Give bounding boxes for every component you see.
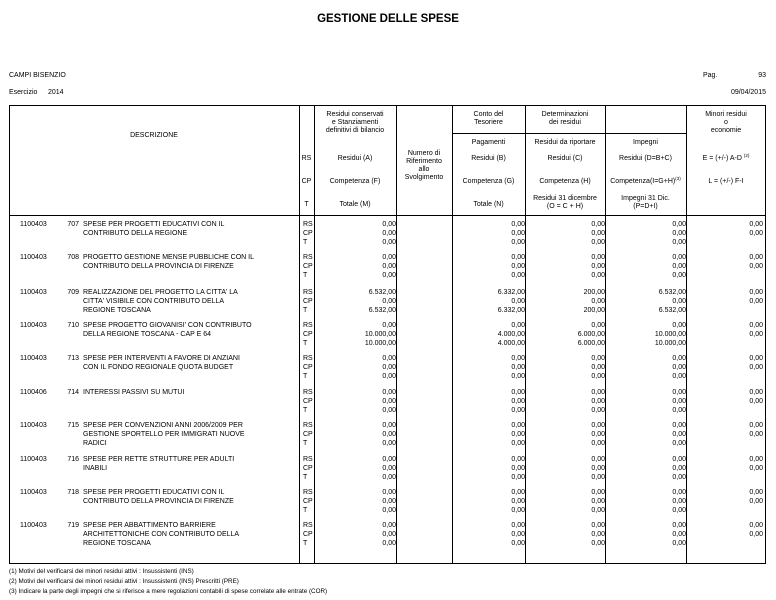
row-description: REGIONE TOSCANA <box>83 306 151 314</box>
i-footnote-ref: (3) <box>675 176 681 181</box>
amount-d: 0,00 <box>672 322 686 329</box>
header-minori-residui <box>686 111 766 135</box>
amount-a: 0,00 <box>382 406 396 414</box>
amount-d: 0,00 <box>672 539 686 547</box>
row-description: PROGETTO GESTIONE MENSE PUBBLICHE CON IL <box>83 254 255 261</box>
amount-d: 6.532,00 <box>658 306 686 314</box>
amount-b: 6.332,00 <box>497 289 525 296</box>
amount-c: 0,00 <box>591 372 605 380</box>
amount-a: 0,00 <box>382 262 396 270</box>
amount-c: 0,00 <box>591 322 605 329</box>
amount-b: 0,00 <box>511 464 525 472</box>
amount-e: 0,00 <box>749 262 763 270</box>
amount-c: 0,00 <box>591 221 605 228</box>
header-numero-riferimento <box>397 150 451 182</box>
amount-d: 0,00 <box>672 221 686 228</box>
header-line: Conto del <box>473 111 504 118</box>
row-type-label: RS <box>303 489 313 496</box>
amount-d: 0,00 <box>672 238 686 246</box>
grid-line-v <box>686 105 687 564</box>
amount-b: 0,00 <box>511 229 525 237</box>
header-conto-tesoriere <box>452 111 525 127</box>
row-description: INABILI <box>83 464 108 472</box>
row-number: 716 <box>67 456 79 463</box>
row-type-label: T <box>303 271 308 279</box>
row-description: SPESE PER RETTE STRUTTURE PER ADULTI <box>83 456 235 463</box>
amount-a: 0,00 <box>382 271 396 279</box>
header-l-formula: L = (+/-) F-I <box>708 178 744 185</box>
grid-line-h <box>9 215 766 216</box>
e-formula-text: E = (+/-) A-D <box>702 155 742 162</box>
header-residui-riportare: Residui da riportare <box>534 139 596 146</box>
header-cp: CP <box>301 178 312 185</box>
header-line: Determinazioni <box>541 111 589 118</box>
esercizio-label: Esercizio <box>9 89 38 96</box>
row-number: 707 <box>67 221 79 228</box>
row-description: CONTRIBUTO DELLA REGIONE <box>83 229 188 237</box>
row-description: INTERESSI PASSIVI SU MUTUI <box>83 389 185 396</box>
amount-e: 0,00 <box>749 430 763 438</box>
header-line: allo <box>418 166 430 173</box>
amount-c: 0,00 <box>591 473 605 481</box>
header-line: dei residui <box>549 119 581 126</box>
row-description: SPESE PROGETTO GIOVANISI' CON CONTRIBUTO <box>83 322 252 329</box>
row-description: GESTIONE SPORTELLO PER IMMIGRATI NUOVE <box>83 430 245 438</box>
amount-b: 0,00 <box>511 355 525 362</box>
header-competenza-f: Competenza (F) <box>329 178 381 185</box>
amount-d: 0,00 <box>672 297 686 305</box>
amount-c: 0,00 <box>591 238 605 246</box>
amount-d: 0,00 <box>672 530 686 538</box>
amount-a: 0,00 <box>382 238 396 246</box>
amount-c: 0,00 <box>591 363 605 371</box>
row-code: 1100403 <box>20 254 47 261</box>
header-line: e Stanziamenti <box>331 119 379 126</box>
row-type-label: CP <box>303 363 313 371</box>
amount-d: 0,00 <box>672 355 686 362</box>
row-number: 715 <box>67 422 79 429</box>
header-residui-b: Residui (B) <box>471 155 506 162</box>
amount-a: 0,00 <box>382 221 396 228</box>
amount-b: 6.332,00 <box>497 306 525 314</box>
row-code: 1100403 <box>20 322 47 329</box>
e-footnote-ref: (2) <box>743 153 750 158</box>
amount-b: 0,00 <box>511 406 525 414</box>
amount-b: 0,00 <box>511 254 525 261</box>
amount-e: 0,00 <box>749 397 763 405</box>
amount-c: 0,00 <box>591 506 605 514</box>
amount-b: 0,00 <box>511 322 525 329</box>
amount-a: 0,00 <box>382 539 396 547</box>
row-type-label: T <box>303 406 308 414</box>
amount-d: 0,00 <box>672 430 686 438</box>
amount-e: 0,00 <box>749 497 763 505</box>
grid-line-v <box>314 105 315 564</box>
amount-a: 0,00 <box>382 430 396 438</box>
amount-b: 0,00 <box>511 456 525 463</box>
amount-b: 0,00 <box>511 221 525 228</box>
amount-b: 0,00 <box>511 372 525 380</box>
grid-line-v <box>525 105 526 564</box>
amount-d: 0,00 <box>672 489 686 496</box>
amount-b: 0,00 <box>511 430 525 438</box>
header-t: T <box>304 201 309 208</box>
grid-line-v <box>452 105 453 564</box>
amount-e: 0,00 <box>749 464 763 472</box>
amount-a: 0,00 <box>382 439 396 447</box>
row-description: CONTRIBUTO DELLA PROVINCIA DI FIRENZE <box>83 262 234 270</box>
amount-e: 0,00 <box>749 289 763 296</box>
amount-a: 0,00 <box>382 530 396 538</box>
amount-a: 6.532,00 <box>368 306 396 314</box>
amount-e: 0,00 <box>749 322 763 329</box>
amount-d: 0,00 <box>672 389 686 396</box>
row-type-label: CP <box>303 229 313 237</box>
amount-a: 6.532,00 <box>368 289 396 296</box>
row-code: 1100406 <box>20 389 47 396</box>
header-line: Tesoriere <box>474 119 503 126</box>
header-totale-n: Totale (N) <box>473 201 504 208</box>
row-description: REGIONE TOSCANA <box>83 539 151 547</box>
row-code: 1100403 <box>20 289 47 296</box>
amount-b: 0,00 <box>511 271 525 279</box>
amount-a: 0,00 <box>382 522 396 529</box>
header-determinazioni <box>525 111 605 127</box>
amount-a: 0,00 <box>382 389 396 396</box>
header-line: Riferimento <box>406 158 442 165</box>
amount-a: 0,00 <box>382 322 396 329</box>
amount-d: 0,00 <box>672 506 686 514</box>
amount-e: 0,00 <box>749 522 763 529</box>
header-line: Numero di <box>407 150 441 157</box>
amount-d: 0,00 <box>672 363 686 371</box>
header-line: o <box>724 119 728 126</box>
row-type-label: CP <box>303 297 313 305</box>
header-line: Residui conservati <box>326 111 384 118</box>
amount-e: 0,00 <box>749 330 763 338</box>
row-description: REALIZZAZIONE DEL PROGETTO LA CITTA' LA <box>83 289 238 296</box>
amount-c: 0,00 <box>591 397 605 405</box>
amount-a: 0,00 <box>382 489 396 496</box>
row-description: SPESE PER INTERVENTI A FAVORE DI ANZIANI <box>83 355 240 362</box>
amount-d: 6.532,00 <box>658 289 686 296</box>
amount-b: 4.000,00 <box>497 330 525 338</box>
row-number: 719 <box>67 522 79 529</box>
amount-d: 0,00 <box>672 372 686 380</box>
grid-line-v <box>299 105 300 564</box>
page-title: GESTIONE DELLE SPESE <box>317 13 459 25</box>
row-description: RADICI <box>83 439 107 447</box>
amount-c: 0,00 <box>591 355 605 362</box>
amount-c: 0,00 <box>591 422 605 429</box>
amount-a: 10.000,00 <box>364 330 396 338</box>
amount-b: 4.000,00 <box>497 339 525 347</box>
amount-d: 0,00 <box>672 439 686 447</box>
amount-a: 0,00 <box>382 456 396 463</box>
row-number: 718 <box>67 489 79 496</box>
amount-d: 0,00 <box>672 456 686 463</box>
header-line: (P=D+I) <box>633 203 658 210</box>
amount-b: 0,00 <box>511 389 525 396</box>
amount-d: 0,00 <box>672 522 686 529</box>
row-type-label: CP <box>303 430 313 438</box>
amount-c: 0,00 <box>591 456 605 463</box>
row-type-label: CP <box>303 262 313 270</box>
row-type-label: T <box>303 439 308 447</box>
amount-c: 0,00 <box>591 229 605 237</box>
amount-a: 0,00 <box>382 372 396 380</box>
amount-c: 0,00 <box>591 254 605 261</box>
amount-d: 0,00 <box>672 271 686 279</box>
row-number: 714 <box>67 389 79 396</box>
amount-c: 0,00 <box>591 522 605 529</box>
amount-c: 6.000,00 <box>577 339 605 347</box>
amount-b: 0,00 <box>511 363 525 371</box>
esercizio-year: 2014 <box>48 89 64 96</box>
amount-e: 0,00 <box>749 254 763 261</box>
amount-c: 0,00 <box>591 297 605 305</box>
header-e-formula <box>686 155 766 163</box>
row-number: 708 <box>67 254 79 261</box>
amount-c: 0,00 <box>591 262 605 270</box>
amount-a: 0,00 <box>382 497 396 505</box>
row-type-label: RS <box>303 254 313 261</box>
row-type-label: T <box>303 506 308 514</box>
amount-d: 0,00 <box>672 406 686 414</box>
header-residui-31 <box>525 195 605 211</box>
amount-c: 6.000,00 <box>577 330 605 338</box>
row-type-label: CP <box>303 530 313 538</box>
report-date: 09/04/2015 <box>730 89 766 96</box>
amount-b: 0,00 <box>511 238 525 246</box>
footnote-2: (2) Motivi del verificarsi dei minori residui attivi : Insussistenti (INS) Prescritti (PRE) <box>9 578 239 585</box>
amount-b: 0,00 <box>511 497 525 505</box>
header-totale-m: Totale (M) <box>339 201 371 208</box>
amount-c: 0,00 <box>591 389 605 396</box>
amount-d: 10.000,00 <box>654 339 686 347</box>
amount-d: 0,00 <box>672 464 686 472</box>
header-residui-d: Residui (D=B+C) <box>619 155 672 162</box>
amount-b: 0,00 <box>511 506 525 514</box>
amount-c: 0,00 <box>591 497 605 505</box>
row-type-label: T <box>303 339 308 347</box>
amount-e: 0,00 <box>749 389 763 396</box>
header-line: economie <box>710 127 742 134</box>
competenza-i-text: Competenza(I=G+H) <box>610 178 676 185</box>
row-number: 713 <box>67 355 79 362</box>
amount-a: 0,00 <box>382 422 396 429</box>
row-description: SPESE PER PROGETTI EDUCATIVI CON IL <box>83 489 225 496</box>
row-description: SPESE PER ABBATTIMENTO BARRIERE <box>83 522 216 529</box>
row-code: 1100403 <box>20 221 47 228</box>
page-number: 93 <box>758 72 766 79</box>
header-residui-c: Residui (C) <box>547 155 583 162</box>
amount-a: 0,00 <box>382 254 396 261</box>
row-type-label: T <box>303 372 308 380</box>
amount-e: 0,00 <box>749 530 763 538</box>
header-line: (O = C + H) <box>546 203 584 210</box>
amount-e: 0,00 <box>749 456 763 463</box>
amount-c: 0,00 <box>591 271 605 279</box>
row-type-label: RS <box>303 456 313 463</box>
amount-d: 10.000,00 <box>654 330 686 338</box>
amount-e: 0,00 <box>749 229 763 237</box>
amount-d: 0,00 <box>672 497 686 505</box>
row-description: ARCHITETTONICHE CON CONTRIBUTO DELLA <box>83 530 240 538</box>
row-type-label: RS <box>303 221 313 228</box>
amount-e: 0,00 <box>749 363 763 371</box>
page-label: Pag. <box>703 72 718 79</box>
row-type-label: RS <box>303 522 313 529</box>
row-description: CITTA' VISIBILE CON CONTRIBUTO DELLA <box>83 297 225 305</box>
row-type-label: CP <box>303 497 313 505</box>
amount-a: 10.000,00 <box>364 339 396 347</box>
amount-c: 0,00 <box>591 406 605 414</box>
amount-e: 0,00 <box>749 297 763 305</box>
amount-c: 0,00 <box>591 489 605 496</box>
amount-b: 0,00 <box>511 397 525 405</box>
amount-c: 0,00 <box>591 530 605 538</box>
row-type-label: RS <box>303 355 313 362</box>
amount-d: 0,00 <box>672 473 686 481</box>
row-type-label: T <box>303 539 308 547</box>
amount-b: 0,00 <box>511 262 525 270</box>
amount-b: 0,00 <box>511 530 525 538</box>
row-type-label: CP <box>303 330 313 338</box>
amount-c: 0,00 <box>591 439 605 447</box>
row-type-label: T <box>303 238 308 246</box>
amount-e: 0,00 <box>749 221 763 228</box>
amount-d: 0,00 <box>672 229 686 237</box>
footnote-3: (3) Indicare la parte degli impegni che si riferisce a mere regolazioni contabili di spese correlate alle entrate (COR) <box>9 588 328 595</box>
row-description: CON IL FONDO REGIONALE QUOTA BUDGET <box>83 363 234 371</box>
amount-a: 0,00 <box>382 229 396 237</box>
header-competenza-g: Competenza (G) <box>462 178 515 185</box>
row-number: 710 <box>67 322 79 329</box>
amount-a: 0,00 <box>382 473 396 481</box>
header-pagamenti: Pagamenti <box>471 139 506 146</box>
header-impegni: Impegni <box>633 139 658 146</box>
amount-a: 0,00 <box>382 363 396 371</box>
amount-b: 0,00 <box>511 522 525 529</box>
amount-d: 0,00 <box>672 254 686 261</box>
amount-e: 0,00 <box>749 422 763 429</box>
row-type-label: T <box>303 473 308 481</box>
amount-a: 0,00 <box>382 506 396 514</box>
row-description: SPESE PER CONVENZIONI ANNI 2006/2009 PER <box>83 422 243 429</box>
header-line: Svolgimento <box>404 174 444 181</box>
amount-a: 0,00 <box>382 397 396 405</box>
amount-e: 0,00 <box>749 355 763 362</box>
row-code: 1100403 <box>20 422 47 429</box>
header-line: Minori residui <box>705 111 747 118</box>
header-line: definitivi di bilancio <box>325 127 385 134</box>
amount-d: 0,00 <box>672 422 686 429</box>
row-type-label: CP <box>303 464 313 472</box>
amount-c: 0,00 <box>591 539 605 547</box>
header-line: Impegni 31 Dic. <box>621 195 670 202</box>
header-competenza-h: Competenza (H) <box>539 178 591 185</box>
amount-b: 0,00 <box>511 297 525 305</box>
row-description: DELLA REGIONE TOSCANA - CAP E 64 <box>83 330 211 338</box>
row-description: SPESE PER PROGETTI EDUCATIVI CON IL <box>83 221 225 228</box>
footnote-1: (1) Motivi del verificarsi dei minori residui attivi : Insussistenti (INS) <box>9 568 194 575</box>
header-rs: RS <box>301 155 312 162</box>
amount-b: 0,00 <box>511 489 525 496</box>
amount-b: 0,00 <box>511 539 525 547</box>
header-competenza-i <box>605 178 686 186</box>
header-impegni-31 <box>605 195 686 211</box>
amount-a: 0,00 <box>382 355 396 362</box>
row-number: 709 <box>67 289 79 296</box>
row-code: 1100403 <box>20 456 47 463</box>
amount-b: 0,00 <box>511 422 525 429</box>
header-line: Residui 31 dicembre <box>533 195 597 202</box>
amount-c: 200,00 <box>583 306 605 314</box>
row-type-label: RS <box>303 389 313 396</box>
row-description: CONTRIBUTO DELLA PROVINCIA DI FIRENZE <box>83 497 234 505</box>
row-type-label: RS <box>303 289 313 296</box>
row-type-label: RS <box>303 322 313 329</box>
row-code: 1100403 <box>20 489 47 496</box>
row-type-label: RS <box>303 422 313 429</box>
row-type-label: CP <box>303 397 313 405</box>
amount-b: 0,00 <box>511 473 525 481</box>
row-type-label: T <box>303 306 308 314</box>
amount-c: 0,00 <box>591 430 605 438</box>
grid-line-v <box>605 105 606 564</box>
header-residui-conservati <box>314 111 396 135</box>
amount-d: 0,00 <box>672 262 686 270</box>
grid-line-h <box>452 133 686 134</box>
amount-b: 0,00 <box>511 439 525 447</box>
amount-d: 0,00 <box>672 397 686 405</box>
amount-c: 0,00 <box>591 464 605 472</box>
amount-c: 200,00 <box>583 289 605 296</box>
header-descrizione: DESCRIZIONE <box>130 132 178 139</box>
ente-name: CAMPI BISENZIO <box>9 72 66 79</box>
amount-e: 0,00 <box>749 489 763 496</box>
amount-a: 0,00 <box>382 464 396 472</box>
row-code: 1100403 <box>20 355 47 362</box>
header-residui-a: Residui (A) <box>337 155 373 162</box>
row-code: 1100403 <box>20 522 47 529</box>
amount-a: 0,00 <box>382 297 396 305</box>
